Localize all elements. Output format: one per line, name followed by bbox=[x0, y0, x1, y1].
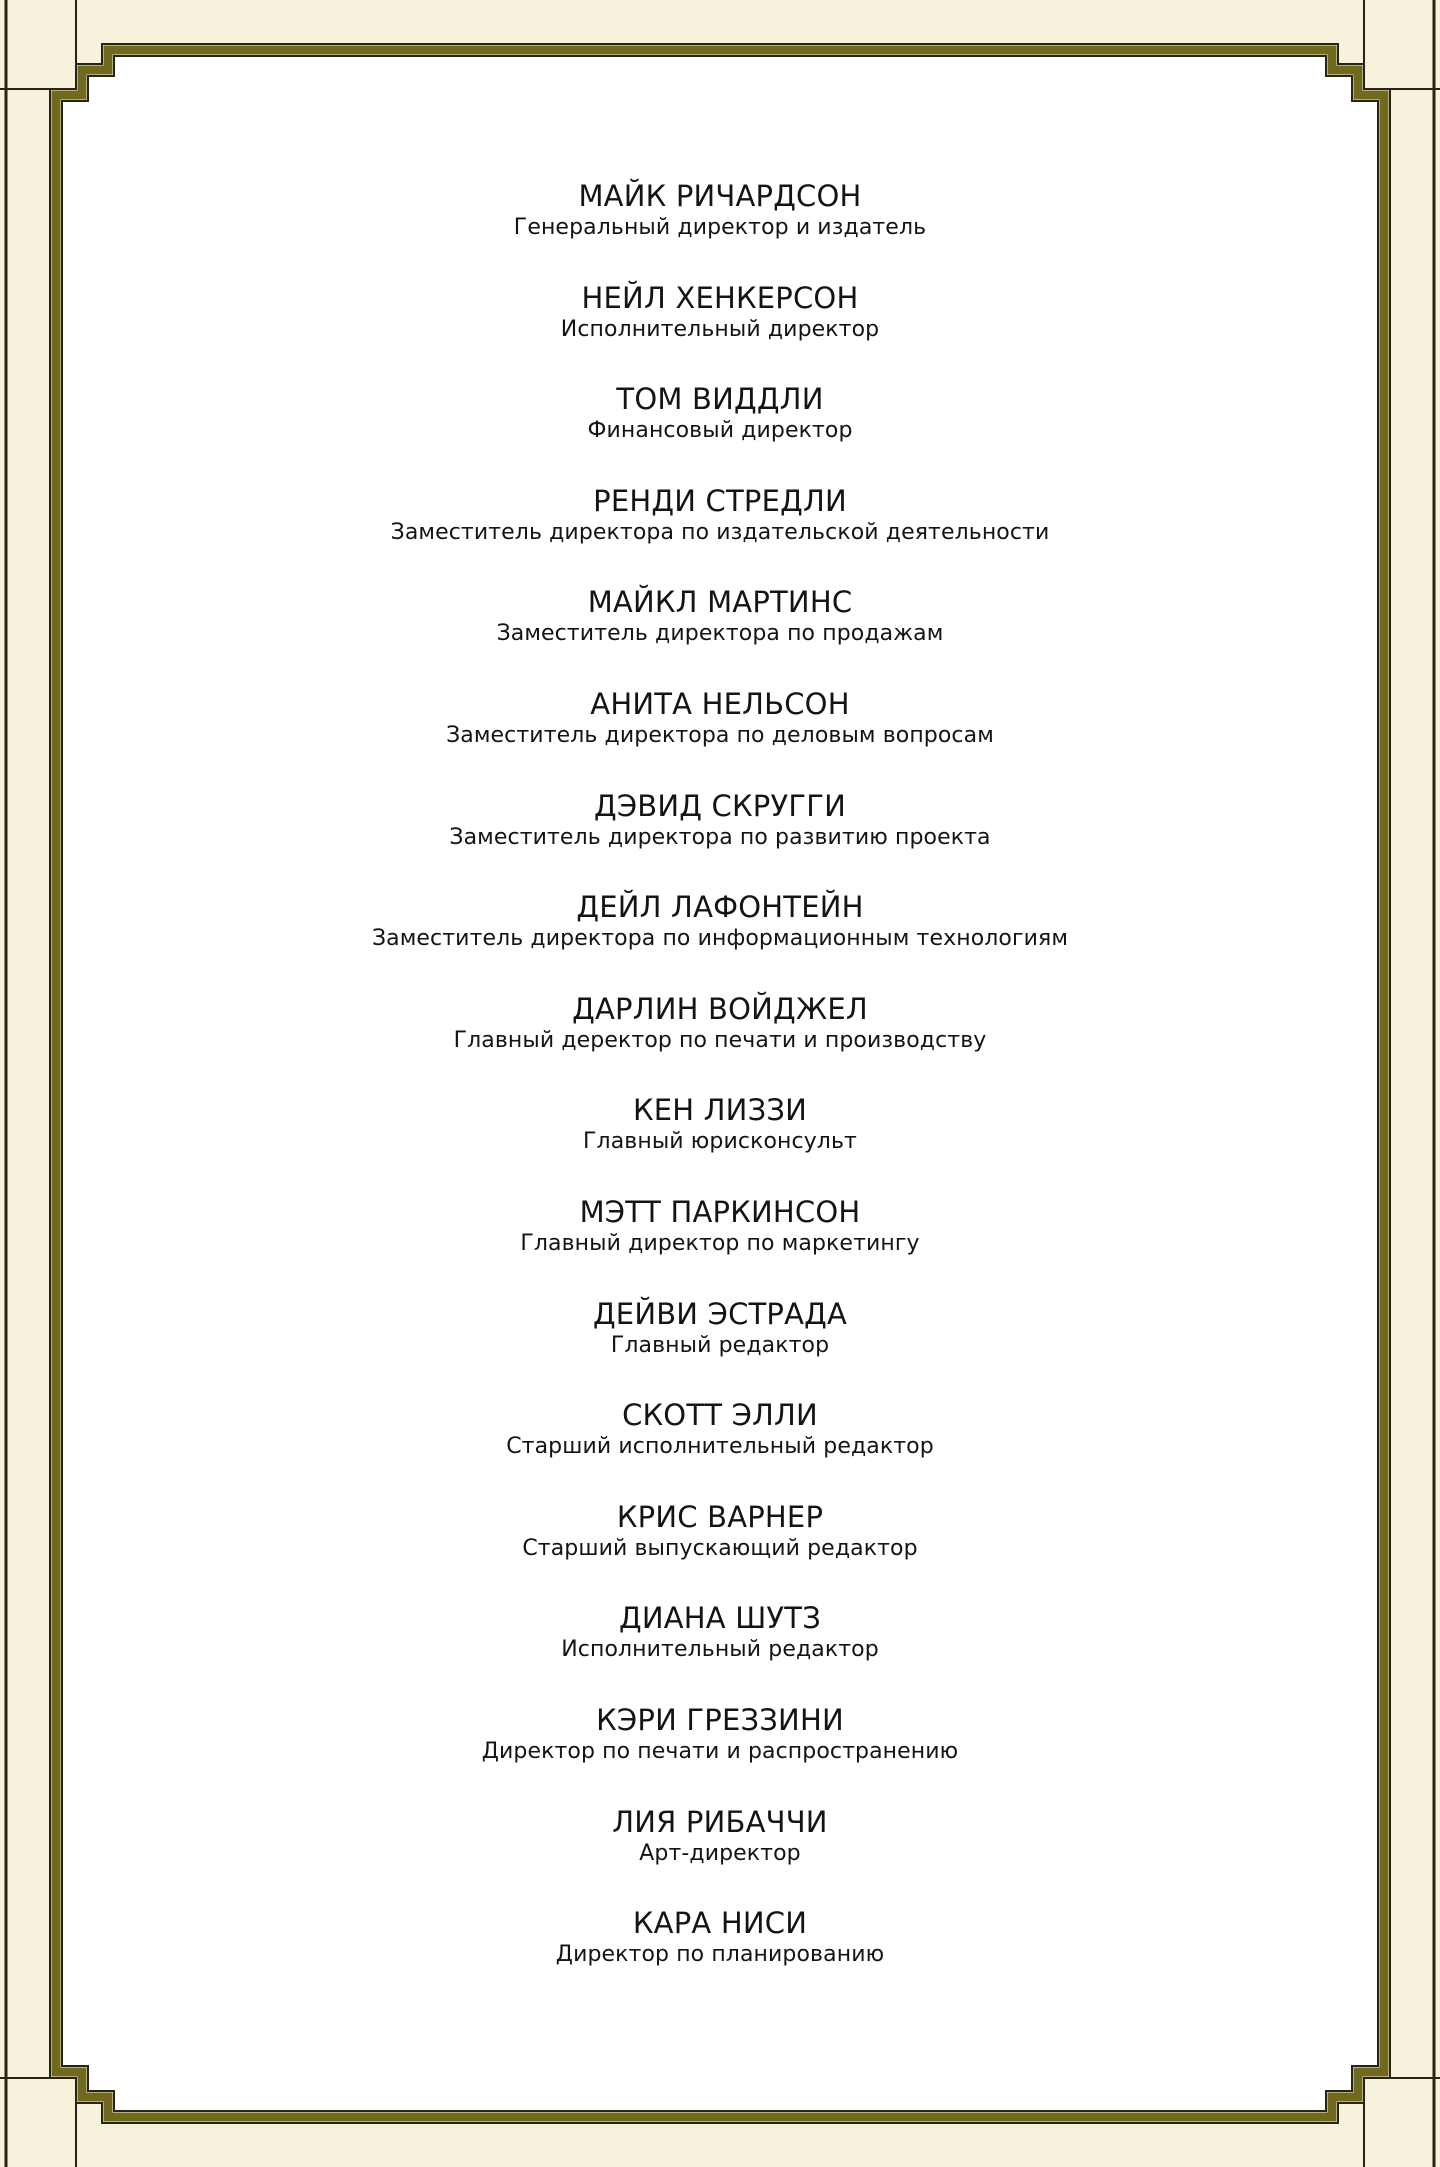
credit-entry bbox=[100, 280, 1340, 382]
credit-role: Главный деректор по печати и производству bbox=[453, 1027, 987, 1053]
credit-role: Заместитель директора по деловым вопросам bbox=[446, 722, 994, 748]
credit-name: МЭТТ ПАРКИНСОН bbox=[579, 1194, 861, 1229]
credit-role: Генеральный директор и издатель bbox=[513, 215, 927, 240]
credit-name: ДАРЛИН ВОЙДЖЕЛ bbox=[572, 991, 868, 1026]
credit-name: КЕН ЛИЗЗИ bbox=[632, 1093, 808, 1128]
credit-name: РЕНДИ СТРЕДЛИ bbox=[593, 483, 847, 518]
credit-entry bbox=[100, 1092, 1340, 1194]
credit-role: Заместитель директора по информационным технологиям bbox=[371, 926, 1069, 952]
credit-role: Главный директор по маркетингу bbox=[520, 1230, 920, 1256]
credit-role: Старший выпускающий редактор bbox=[522, 1535, 918, 1561]
credit-entry bbox=[100, 1194, 1340, 1296]
credit-entry bbox=[100, 1600, 1340, 1702]
credit-role: Старший исполнительный редактор bbox=[506, 1434, 934, 1460]
credits-list bbox=[100, 178, 1340, 2007]
credit-entry bbox=[100, 889, 1340, 991]
credit-role: Исполнительный редактор bbox=[561, 1637, 879, 1663]
credit-name: ТОМ ВИДДЛИ bbox=[616, 382, 824, 417]
credit-name: ДЭВИД СКРУГГИ bbox=[593, 788, 847, 823]
credit-name: НЕЙЛ ХЕНКЕРСОН bbox=[581, 280, 859, 315]
credit-name: СКОТТ ЭЛЛИ bbox=[622, 1398, 818, 1433]
credit-entry bbox=[100, 483, 1340, 585]
credit-name: МАЙКЛ МАРТИНС bbox=[587, 585, 853, 620]
credit-name: ДИАНА ШУТЗ bbox=[618, 1601, 822, 1636]
credit-role: Директор по планированию bbox=[555, 1942, 885, 1968]
credit-entry bbox=[100, 1702, 1340, 1804]
credit-name: ЛИЯ РИБАЧЧИ bbox=[612, 1804, 828, 1839]
credit-role: Финансовый директор bbox=[587, 418, 853, 444]
credit-role: Исполнительный директор bbox=[560, 316, 880, 342]
credit-entry bbox=[100, 1296, 1340, 1398]
credit-entry bbox=[100, 1905, 1340, 2007]
credit-entry bbox=[100, 1804, 1340, 1906]
credit-entry bbox=[100, 788, 1340, 890]
credit-role: Арт-директор bbox=[639, 1840, 801, 1866]
credit-name: АНИТА НЕЛЬСОН bbox=[590, 686, 850, 721]
credit-role: Заместитель директора по продажам bbox=[496, 621, 944, 647]
credit-entry bbox=[100, 178, 1340, 280]
credit-name: КАРА НИСИ bbox=[632, 1906, 808, 1941]
credit-entry bbox=[100, 1397, 1340, 1499]
credit-role: Главный юрисконсульт bbox=[583, 1129, 857, 1155]
credit-name: КРИС ВАРНЕР bbox=[616, 1499, 824, 1534]
credit-entry bbox=[100, 1499, 1340, 1601]
credit-name: МАЙК РИЧАРДСОН bbox=[578, 179, 862, 213]
credit-role: Главный редактор bbox=[610, 1332, 830, 1358]
credit-name: ДЕЙЛ ЛАФОНТЕЙН bbox=[576, 890, 864, 925]
credit-entry bbox=[100, 991, 1340, 1093]
credit-entry bbox=[100, 381, 1340, 483]
credit-role: Заместитель директора по развитию проекта bbox=[449, 824, 991, 850]
credit-name: ДЕЙВИ ЭСТРАДА bbox=[592, 1296, 848, 1331]
credit-name: КЭРИ ГРЕЗЗИНИ bbox=[596, 1702, 844, 1737]
credit-entry bbox=[100, 686, 1340, 788]
credit-entry bbox=[100, 584, 1340, 686]
credit-role: Заместитель директора по издательской деятельности bbox=[390, 519, 1050, 545]
credit-role: Директор по печати и распространению bbox=[481, 1738, 959, 1764]
